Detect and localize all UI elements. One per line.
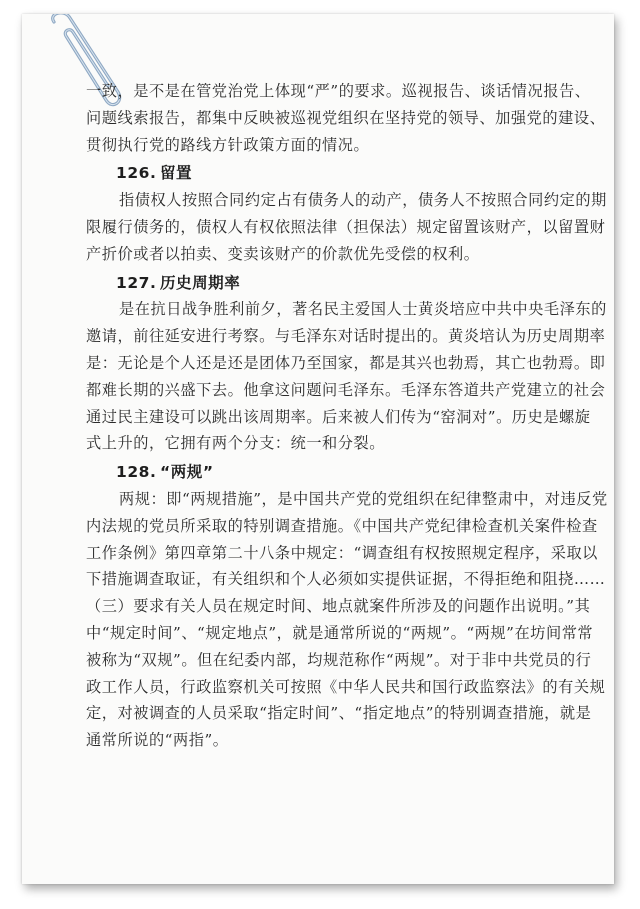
section-paragraph-126 bbox=[86, 187, 606, 267]
text-line: 下措施调查取证，有关组织和个人必须如实提供证据，不得拒绝和阻挠…… bbox=[86, 570, 606, 589]
text-line: 产折价或者以拍卖、变卖该财产的价款优先受偿的权利。 bbox=[86, 244, 480, 263]
text-line: 通过民主建设可以跳出该周期率。后来被人们传为“窑洞对”。历史是螺旋 bbox=[86, 407, 591, 426]
text-line: 通常所说的“两指”。 bbox=[86, 731, 229, 750]
section-heading-128 bbox=[86, 459, 606, 486]
text-line: 式上升的，它拥有两个分支：统一和分裂。 bbox=[86, 434, 386, 453]
section-heading-127 bbox=[86, 270, 606, 297]
section-paragraph-127 bbox=[86, 296, 606, 457]
text-line: 问题线索报告，都集中反映被巡视党组织在坚持党的领导、加强党的建设、 bbox=[86, 108, 606, 127]
text-line: 都难长期的兴盛下去。他拿这问题问毛泽东。毛泽东答道共产党建立的社会 bbox=[86, 380, 606, 399]
section-paragraph-128 bbox=[86, 486, 606, 754]
text-line: 内法规的党员所采取的特别调查措施。《中国共产党纪律检查机关案件检查 bbox=[86, 516, 598, 535]
section-title: 留置 bbox=[160, 164, 193, 183]
section-number: 127. bbox=[116, 273, 157, 292]
text-line: 限履行债务的，债权人有权依照法律（担保法）规定留置该财产，以留置财 bbox=[86, 217, 606, 236]
text-line: 一致，是不是在管党治党上体现“严”的要求。巡视报告、谈话情况报告、 bbox=[86, 82, 591, 100]
text-line: 是在抗日战争胜利前夕，著名民主爱国人士黄炎培应中共中央毛泽东的 bbox=[119, 300, 607, 319]
section-title: 历史周期率 bbox=[160, 273, 241, 292]
section-number: 128. bbox=[116, 463, 157, 482]
text-line: 工作条例》第四章第二十八条中规定：“调查组有权按照规定程序，采取以 bbox=[86, 543, 598, 562]
text-line: 定，对被调查的人员采取“指定时间”、“指定地点”的特别调查措施，就是 bbox=[86, 704, 592, 723]
document-page bbox=[22, 14, 614, 884]
text-line: 政工作人员，行政监察机关可按照《中华人民共和国行政监察法》的有关规 bbox=[86, 677, 606, 696]
text-line: 两规：即“两规措施”，是中国共产党的党组织在纪律整肃中，对违反党 bbox=[119, 489, 608, 508]
section-heading-126 bbox=[86, 160, 606, 187]
document-body bbox=[86, 78, 606, 754]
section-number: 126. bbox=[116, 164, 157, 183]
text-line: 中“规定时间”、“规定地点”，就是通常所说的“两规”。“两规”在坊间常常 bbox=[86, 623, 594, 642]
intro-paragraph bbox=[86, 78, 606, 158]
text-line: （三）要求有关人员在规定时间、地点就案件所涉及的问题作出说明。”其 bbox=[86, 597, 591, 616]
text-line: 指债权人按照合同约定占有债务人的动产，债务人不按照合同约定的期 bbox=[119, 191, 607, 210]
text-line: 邀请，前往延安进行考察。与毛泽东对话时提出的。黄炎培认为历史周期率 bbox=[86, 327, 606, 346]
text-line: 是：无论是个人还是还是团体乃至国家，都是其兴也勃焉，其亡也勃焉。即 bbox=[86, 353, 606, 372]
text-line: 被称为“双规”。但在纪委内部，均规范称作“两规”。对于非中共党员的行 bbox=[86, 650, 592, 669]
section-title: “两规” bbox=[160, 463, 214, 482]
text-line: 贯彻执行党的路线方针政策方面的情况。 bbox=[86, 135, 370, 154]
